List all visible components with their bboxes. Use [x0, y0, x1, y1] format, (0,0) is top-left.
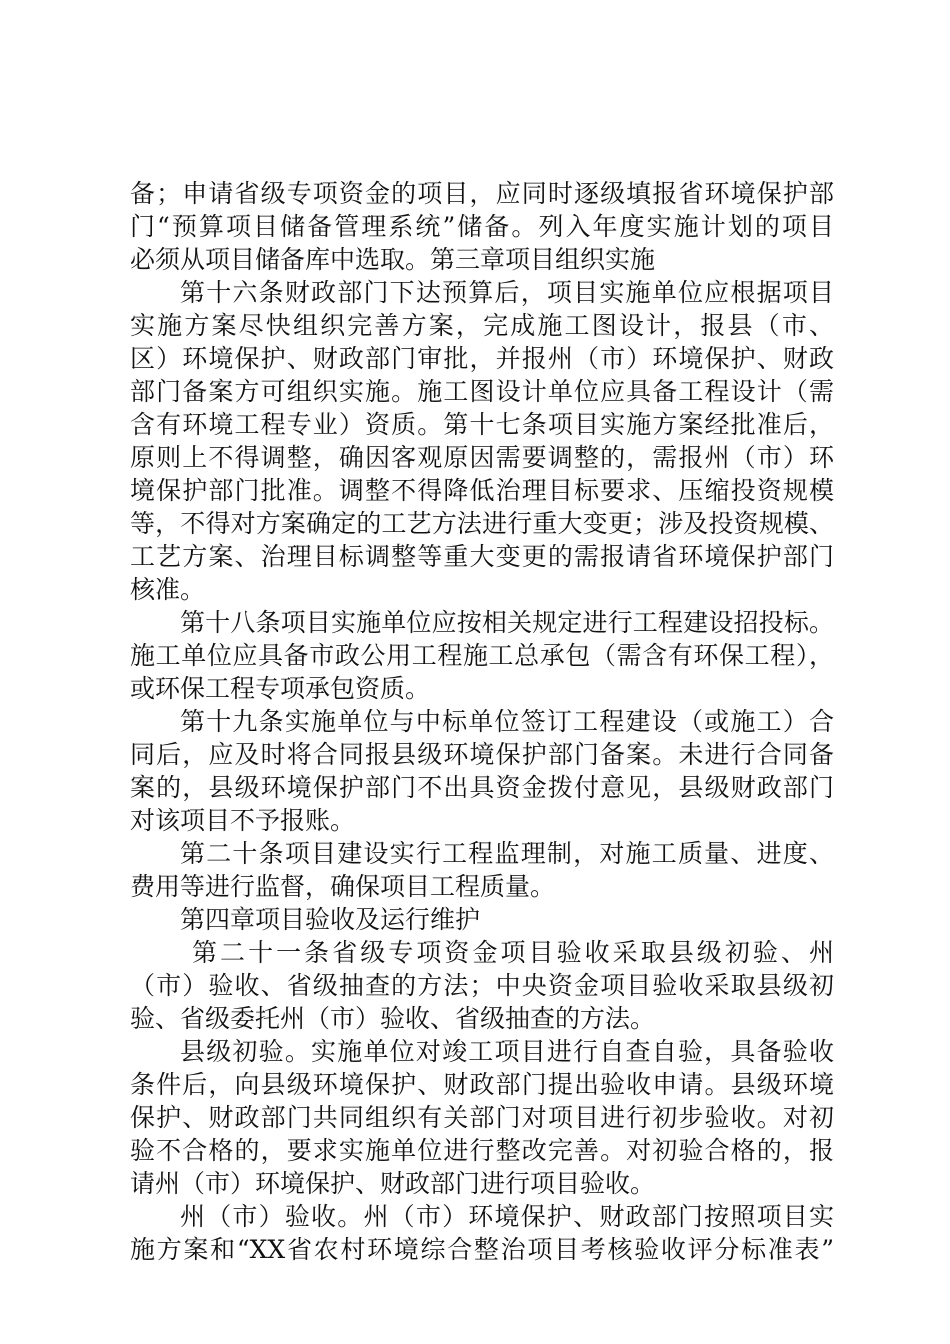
text-line: 含有环境工程专业）资质。第十七条项目实施方案经批准后， [130, 410, 834, 439]
text-line: 施方案和“XX省农村环境综合整治项目考核验收评分标准表” [130, 1235, 834, 1264]
text-line: 县级初验。实施单位对竣工项目进行自查自验，具备验收 [180, 1037, 834, 1066]
text-line: 第二十条项目建设实行工程监理制，对施工质量、进度、 [180, 839, 834, 868]
text-line: 工艺方案、治理目标调整等重大变更的需报请省环境保护部门 [130, 542, 834, 571]
section-heading: 第四章项目验收及运行维护 [180, 905, 481, 934]
text-line: 第十八条项目实施单位应按相关规定进行工程建设招投标。 [180, 608, 834, 637]
text-line: 等，不得对方案确定的工艺方法进行重大变更；涉及投资规模、 [130, 509, 834, 538]
text-line: 或环保工程专项承包资质。 [130, 674, 431, 703]
text-line: 必须从项目储备库中选取。第三章项目组织实施 [130, 245, 656, 274]
text-line: 施工单位应具备市政公用工程施工总承包（需含有环保工程）， [130, 641, 834, 670]
text-line: 原则上不得调整，确因客观原因需要调整的，需报州（市）环 [130, 443, 834, 472]
text-line: 部门备案方可组织实施。施工图设计单位应具备工程设计（需 [130, 377, 834, 406]
text-line: （市）验收、省级抽查的方法；中央资金项目验收采取县级初 [130, 971, 834, 1000]
text-line: 费用等进行监督，确保项目工程质量。 [130, 872, 556, 901]
text-line: 第十九条实施单位与中标单位签订工程建设（或施工）合 [180, 707, 834, 736]
text-line: 核准。 [130, 575, 206, 604]
text-line: 验、省级委托州（市）验收、省级抽查的方法。 [130, 1004, 656, 1033]
text-line: 保护、财政部门共同组织有关部门对项目进行初步验收。对初 [130, 1103, 834, 1132]
text-line: 条件后，向县级环境保护、财政部门提出验收申请。县级环境 [130, 1070, 834, 1099]
text-line: 备；申请省级专项资金的项目，应同时逐级填报省环境保护部 [130, 179, 834, 208]
text-line: 验不合格的，要求实施单位进行整改完善。对初验合格的，报 [130, 1136, 834, 1165]
text-line: 对该项目不予报账。 [130, 806, 356, 835]
text-line: 第十六条财政部门下达预算后，项目实施单位应根据项目 [180, 278, 834, 307]
text-line: 请州（市）环境保护、财政部门进行项目验收。 [130, 1169, 656, 1198]
text-line: 同后，应及时将合同报县级环境保护部门备案。未进行合同备 [130, 740, 834, 769]
text-line: 案的，县级环境保护部门不出具资金拨付意见，县级财政部门 [130, 773, 834, 802]
text-line: 实施方案尽快组织完善方案，完成施工图设计，报县（市、 [130, 311, 834, 340]
text-line: 第二十一条省级专项资金项目验收采取县级初验、州 [192, 938, 834, 967]
text-line: 州（市）验收。州（市）环境保护、财政部门按照项目实 [180, 1202, 834, 1231]
text-line: 境保护部门批准。调整不得降低治理目标要求、压缩投资规模 [130, 476, 834, 505]
text-line: 区）环境保护、财政部门审批，并报州（市）环境保护、财政 [130, 344, 834, 373]
text-line: 门“预算项目储备管理系统”储备。列入年度实施计划的项目 [130, 212, 834, 241]
